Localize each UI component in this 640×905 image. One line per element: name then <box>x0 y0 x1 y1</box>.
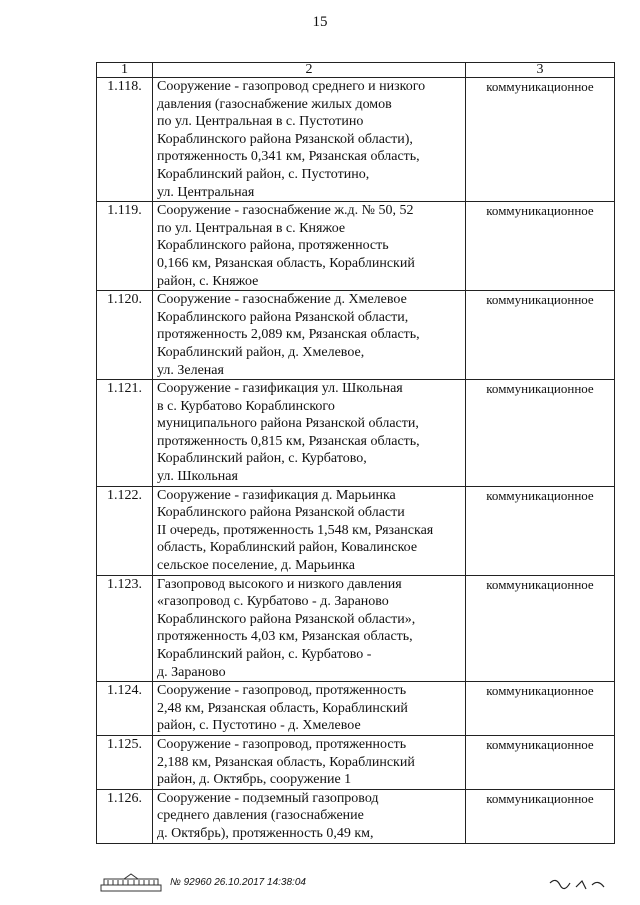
row-type: коммуникационное <box>466 735 615 789</box>
description-line: давления (газоснабжение жилых домов <box>157 96 392 112</box>
description-line: по ул. Центральная в с. Пустотино <box>157 114 364 130</box>
table-row <box>97 682 615 736</box>
register-table <box>96 62 615 844</box>
description-line: Кораблинский район, с. Курбатово, <box>157 451 367 467</box>
row-number: 1.122. <box>97 486 153 575</box>
description-line: Кораблинского района Рязанской области», <box>157 611 416 627</box>
table-row <box>97 486 615 575</box>
description-line: Кораблинский район, с. Пустотино, <box>157 166 370 182</box>
description-line: д. Зараново <box>157 664 226 680</box>
description-line: муниципального района Рязанской области, <box>157 416 419 432</box>
row-type: коммуникационное <box>466 202 615 291</box>
description-line: Кораблинский район, д. Хмелевое, <box>157 344 365 360</box>
description-line: II очередь, протяженность 1,548 км, Рязанская <box>157 522 434 538</box>
row-type: коммуникационное <box>466 486 615 575</box>
description-line: Сооружение - газификация ул. Школьная <box>157 381 403 397</box>
row-number: 1.121. <box>97 380 153 487</box>
description-line: 2,188 км, Рязанская область, Кораблинский <box>157 754 415 770</box>
description-line: Сооружение - газификация д. Марьинка <box>157 487 396 503</box>
description-line: область, Кораблинский район, Ковалинское <box>157 540 418 556</box>
description-line: район, с. Пустотино - д. Хмелевое <box>157 718 361 734</box>
row-description <box>153 789 466 843</box>
description-line: Кораблинского района, протяженность <box>157 238 389 254</box>
description-line: Кораблинского района Рязанской области, <box>157 309 409 325</box>
description-line: Кораблинского района Рязанской области <box>157 505 405 521</box>
description-line: 2,48 км, Рязанская область, Кораблинский <box>157 700 408 716</box>
row-number: 1.118. <box>97 78 153 202</box>
row-description <box>153 735 466 789</box>
row-type: коммуникационное <box>466 682 615 736</box>
description-line: д. Октябрь), протяженность 0,49 км, <box>157 825 374 841</box>
description-line: 0,166 км, Рязанская область, Кораблинский <box>157 255 415 271</box>
column-header-1: 1 <box>97 63 153 78</box>
description-line: протяженность 2,089 км, Рязанская область, <box>157 327 420 343</box>
column-header-3: 3 <box>466 63 615 78</box>
row-description <box>153 682 466 736</box>
description-line: протяженность 0,341 км, Рязанская область, <box>157 149 420 165</box>
table-row <box>97 575 615 682</box>
row-type: коммуникационное <box>466 380 615 487</box>
row-type: коммуникационное <box>466 291 615 380</box>
table-row <box>97 789 615 843</box>
description-line: Сооружение - газоснабжение ж.д. № 50, 52 <box>157 203 414 219</box>
row-description <box>153 486 466 575</box>
row-type: коммуникационное <box>466 575 615 682</box>
row-number: 1.123. <box>97 575 153 682</box>
description-line: протяженность 4,03 км, Рязанская область, <box>157 629 413 645</box>
description-line: район, с. Княжое <box>157 273 259 289</box>
description-line: в с. Курбатово Кораблинского <box>157 398 335 414</box>
row-type: коммуникационное <box>466 789 615 843</box>
row-number: 1.125. <box>97 735 153 789</box>
row-description <box>153 291 466 380</box>
description-line: Кораблинский район, с. Курбатово - <box>157 647 372 662</box>
signature-mark <box>548 875 608 893</box>
description-line: Сооружение - подземный газопровод <box>157 790 379 806</box>
description-line: Сооружение - газопровод среднего и низкого <box>157 79 426 94</box>
row-description <box>153 78 466 202</box>
table-row <box>97 380 615 487</box>
header-row <box>97 63 615 78</box>
building-logo-icon <box>100 873 162 893</box>
description-line: протяженность 0,815 км, Рязанская область, <box>157 433 420 449</box>
column-header-2: 2 <box>153 63 466 78</box>
description-line: Сооружение - газопровод, протяженность <box>157 683 407 699</box>
description-line: ул. Зеленая <box>157 362 224 378</box>
table-row <box>97 202 615 291</box>
description-line: сельское поселение, д. Марьинка <box>157 558 355 574</box>
row-description <box>153 202 466 291</box>
description-line: Сооружение - газопровод, протяженность <box>157 736 407 752</box>
table-row <box>97 78 615 202</box>
description-line: ул. Центральная <box>157 184 255 200</box>
description-line: Сооружение - газоснабжение д. Хмелевое <box>157 292 407 308</box>
row-description <box>153 575 466 682</box>
description-line: район, д. Октябрь, сооружение 1 <box>157 772 352 788</box>
table-row <box>97 735 615 789</box>
description-line: ул. Школьная <box>157 469 238 485</box>
row-number: 1.124. <box>97 682 153 736</box>
row-number: 1.126. <box>97 789 153 843</box>
stamp-number-date: № 92960 26.10.2017 14:38:04 <box>170 877 306 888</box>
table-row <box>97 291 615 380</box>
footer-stamp <box>100 873 620 897</box>
row-number: 1.119. <box>97 202 153 291</box>
row-type: коммуникационное <box>466 78 615 202</box>
description-line: «газопровод с. Курбатово - д. Зараново <box>157 594 389 610</box>
description-line: среднего давления (газоснабжение <box>157 808 364 824</box>
page-number: 15 <box>312 14 328 30</box>
row-number: 1.120. <box>97 291 153 380</box>
description-line: Кораблинского района Рязанской области), <box>157 131 413 147</box>
description-line: Газопровод высокого и низкого давления <box>157 576 402 592</box>
row-description <box>153 380 466 487</box>
description-line: по ул. Центральная в с. Княжое <box>157 220 346 236</box>
